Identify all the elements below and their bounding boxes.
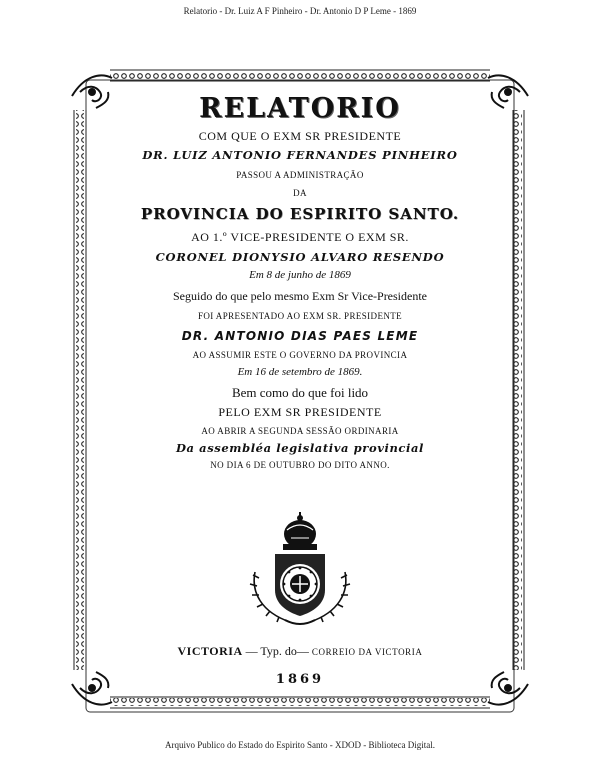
line-assumir: AO ASSUMIR ESTE O GOVERNO DA PROVINCIA	[192, 350, 408, 360]
line-province: PROVINCIA DO ESPIRITO SANTO.	[140, 204, 460, 223]
imprint-line	[100, 644, 500, 659]
border-top-band	[110, 72, 490, 80]
line-com-que: COM QUE O EXM SR PRESIDENTE	[198, 129, 402, 143]
line-pelo-presidente: PELO EXM SR PRESIDENTE	[218, 405, 382, 419]
line-vice-president: AO 1.º VICE-PRESIDENTE O EXM SR.	[191, 229, 409, 244]
imperial-coat-of-arms-icon	[235, 512, 365, 632]
line-assemblea: Da assembléa legislativa provincial	[175, 441, 425, 455]
shield-icon	[275, 554, 325, 616]
line-apresentado: FOI APRESENTADO AO EXM SR. PRESIDENTE	[197, 311, 403, 321]
footer-credit: Arquivo Publico do Estado do Espirito Santo - XDOD - Biblioteca Digital.	[165, 740, 435, 750]
border-left-band	[76, 110, 84, 670]
imprint-press: CORREIO DA VICTORIA	[311, 647, 423, 657]
line-da: DA	[293, 187, 307, 198]
crown-icon	[283, 512, 317, 550]
line-bem-como: Bem como do que foi lido	[231, 385, 369, 400]
line-seguido: Seguido do que pelo mesmo Exm Sr Vice-Presidente	[172, 289, 427, 303]
border-bottom-band	[110, 698, 490, 706]
running-header: Relatorio - Dr. Luiz A F Pinheiro - Dr. Antonio D P Leme - 1869	[183, 6, 417, 16]
title-page-text	[100, 95, 500, 470]
line-antonio: DR. ANTONIO DIAS PAES LEME	[181, 329, 419, 343]
line-coronel: CORONEL DIONYSIO ALVARO RESENDO	[155, 249, 445, 264]
document-title: RELATORIO	[199, 93, 401, 124]
border-right-band	[514, 110, 522, 670]
line-passou: PASSOU A ADMINISTRAÇÃO	[236, 169, 364, 180]
line-date-september: Em 16 de setembro de 1869.	[237, 366, 363, 378]
imprint-place: VICTORIA	[177, 644, 243, 658]
line-president-name: DR. LUIZ ANTONIO FERNANDES PINHEIRO	[142, 148, 458, 162]
publication-year: 1869	[275, 672, 325, 687]
line-dia-outubro: NO DIA 6 DE OUTUBRO DO DITO ANNO.	[210, 459, 390, 470]
imprint-typ: — Typ. do—	[245, 644, 309, 658]
line-date-june: Em 8 de junho de 1869	[249, 269, 351, 281]
line-abrir-sessao: AO ABRIR A SEGUNDA SESSÃO ORDINARIA	[201, 426, 399, 436]
